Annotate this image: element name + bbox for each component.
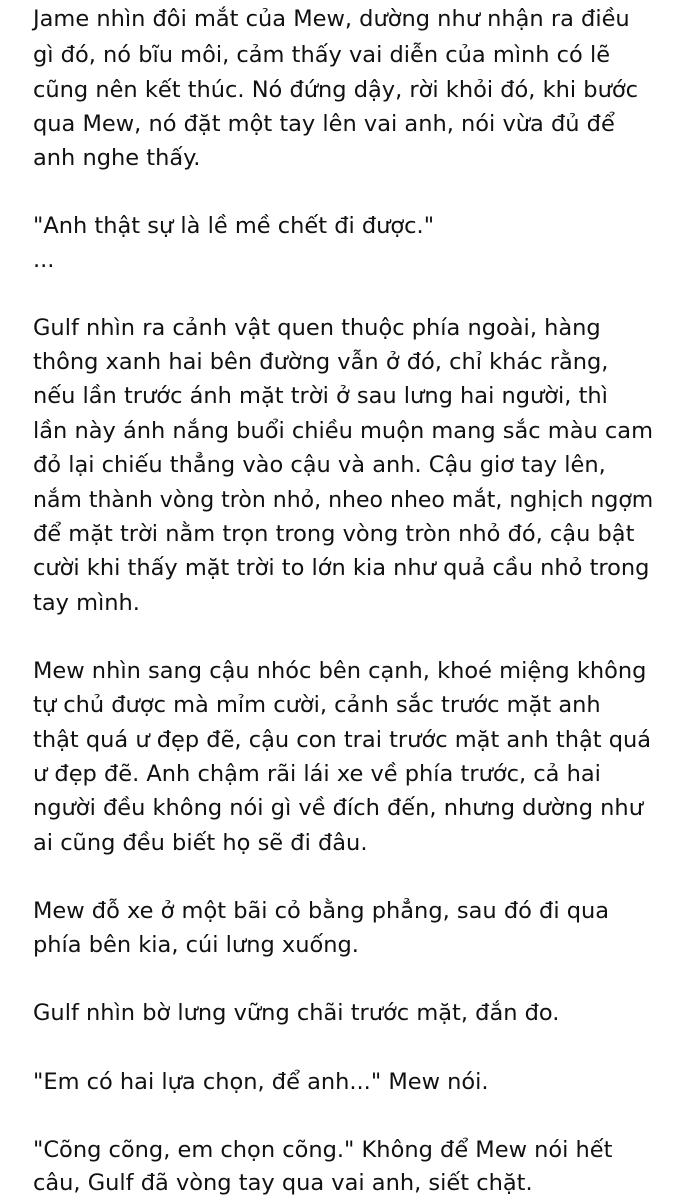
text-line: để mặt trời nằm trọn trong vòng tròn nhỏ đó, cậu bật xyxy=(33,521,635,547)
text-line: đỏ lại chiếu thẳng vào cậu và anh. Cậu giơ tay lên, xyxy=(33,452,606,478)
ellipsis-line: ... xyxy=(33,247,55,273)
text-line: Mew nhìn sang cậu nhóc bên cạnh, khoé miệng không xyxy=(33,658,647,684)
text-line: tay mình. xyxy=(33,590,140,616)
text-line: qua Mew, nó đặt một tay lên vai anh, nói vừa đủ để xyxy=(33,111,615,137)
text-line: anh nghe thấy. xyxy=(33,145,201,171)
text-line: thông xanh hai bên đường vẫn ở đó, chỉ khác rằng, xyxy=(33,349,609,375)
text-line: "Em có hai lựa chọn, để anh..." Mew nói. xyxy=(33,1069,489,1095)
text-line: tự chủ được mà mỉm cười, cảnh sắc trước mặt anh xyxy=(33,692,601,718)
text-line: nếu lần trước ánh mặt trời ở sau lưng hai người, thì xyxy=(33,383,608,409)
text-line: cũng nên kết thúc. Nó đứng dậy, rời khỏi đó, khi bước xyxy=(33,77,638,103)
text-line: Gulf nhìn bờ lưng vững chãi trước mặt, đắn đo. xyxy=(33,1000,560,1026)
text-line: phía bên kia, cúi lưng xuống. xyxy=(33,932,359,958)
text-line: gì đó, nó bĩu môi, cảm thấy vai diễn của mình có lẽ xyxy=(33,42,611,68)
text-line: "Anh thật sự là lề mề chết đi được." xyxy=(33,213,435,239)
text-line: Gulf nhìn ra cảnh vật quen thuộc phía ngoài, hàng xyxy=(33,315,601,341)
text-line: ư đẹp đẽ. Anh chậm rãi lái xe về phía trước, cả hai xyxy=(33,761,601,787)
text-line: Mew đỗ xe ở một bãi cỏ bằng phẳng, sau đó đi qua xyxy=(33,898,610,924)
text-line: nắm thành vòng tròn nhỏ, nheo nheo mắt, nghịch ngợm xyxy=(33,487,654,513)
text-line: "Cõng cõng, em chọn cõng." Không để Mew nói hết xyxy=(33,1137,613,1163)
text-line: Jame nhìn đôi mắt của Mew, dường như nhận ra điều xyxy=(33,6,630,32)
text-line: cười khi thấy mặt trời to lớn kia như quả cầu nhỏ trong xyxy=(33,555,650,581)
text-line: người đều không nói gì về đích đến, nhưng dường như xyxy=(33,795,643,821)
text-line: lần này ánh nắng buổi chiều muộn mang sắc màu cam xyxy=(33,418,654,444)
text-line: câu, Gulf đã vòng tay qua vai anh, siết chặt. xyxy=(33,1170,533,1196)
text-line: ai cũng đều biết họ sẽ đi đâu. xyxy=(33,830,368,856)
text-line: thật quá ư đẹp đẽ, cậu con trai trước mặt anh thật quá xyxy=(33,727,652,753)
